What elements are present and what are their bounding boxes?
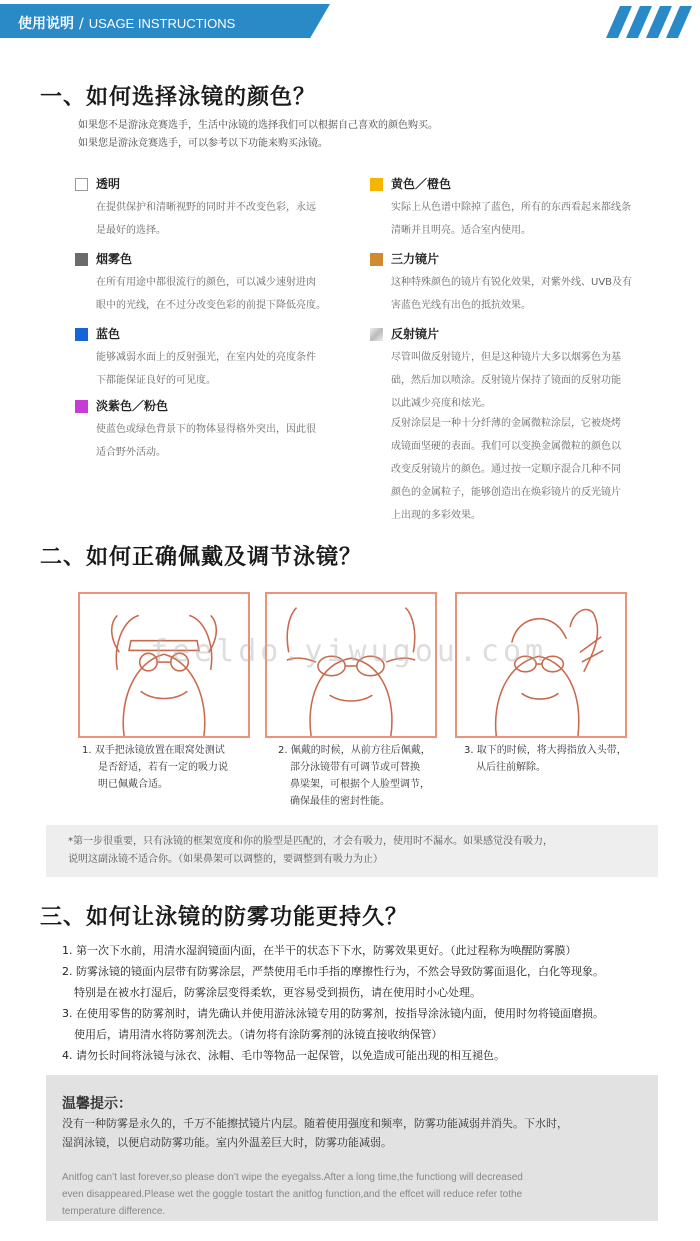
color-description (391, 346, 659, 415)
note-line: *第一步很重要，只有泳镜的框架宽度和你的脸型是匹配的，才会有吸力，使用时不漏水。如果感觉没有吸力， (68, 836, 553, 847)
color-name: 黄色／橙色 (391, 177, 452, 191)
header-title-en: USAGE INSTRUCTIONS (88, 16, 236, 31)
intro-line: 如果您不是游泳竞赛选手，生活中泳镜的选择我们可以根据自己喜欢的颜色购买。 (78, 120, 438, 131)
amber-swatch-icon (370, 253, 383, 266)
desc-line: 尽管叫做反射镜片，但是这种镜片大多以烟雾色为基 (391, 352, 621, 363)
desc-line: 反射涂层是一种十分纤薄的金属微粒涂层，它被烧烤 (391, 418, 621, 429)
caption-line: 是否舒适，若有一定的吸力说 (98, 762, 228, 773)
color-description (391, 271, 659, 317)
color-name: 反射镜片 (391, 327, 440, 341)
tips-line: even disappeared.Please wet the goggle tostart the anitfog function,and the effcet will reduce refer tothe (62, 1189, 523, 1200)
caption-line: 1. 双手把泳镜放置在眼窝处测试 (82, 745, 225, 756)
header-separator: / (79, 16, 84, 32)
desc-line: 在提供保护和清晰视野的同时并不改变色彩，永远 (96, 202, 316, 213)
mirror-swatch-icon (370, 328, 383, 341)
smoke-swatch-icon (75, 253, 88, 266)
desc-line: 害蓝色光线有出色的抵抗效果。 (391, 300, 531, 311)
desc-line: 下都能保证良好的可见度。 (96, 375, 216, 386)
list-item: 使用后，请用清水将防雾剂洗去。（请勿将有涂防雾剂的泳镜直接收纳保管） (74, 1028, 443, 1041)
tips-line: 没有一种防雾是永久的，千万不能擦拭镜片内层。随着使用强度和频率，防雾功能减弱并消失。下水时， (62, 1117, 568, 1130)
section1-title: 一、如何选择泳镜的颜色？ (40, 85, 317, 110)
step-caption-2 (278, 742, 431, 810)
intro-line: 如果您是游泳竞赛选手，可以参考以下功能来购买泳镜。 (78, 138, 328, 149)
section2-title: 二、如何正确佩戴及调节泳镜？ (40, 545, 363, 570)
header-bar (0, 0, 700, 44)
color-name: 三力镜片 (391, 252, 440, 266)
section1-intro (78, 117, 438, 153)
desc-line: 是最好的选择。 (96, 225, 166, 236)
color-description (96, 271, 364, 317)
color-description-extra (391, 412, 659, 527)
fitting-note (46, 825, 658, 877)
desc-line: 适合野外活动。 (96, 447, 166, 458)
desc-line: 改变反射镜片的颜色。通过按一定顺序混合几种不同 (391, 464, 621, 475)
color-description (96, 418, 364, 464)
desc-line: 这种特殊颜色的镜片有锐化效果，对紫外线、UVB及有 (391, 277, 633, 288)
color-description (391, 196, 659, 242)
desc-line: 使蓝色或绿色背景下的物体显得格外突出，因此很 (96, 424, 316, 435)
desc-line: 成镜面坚硬的表面。我们可以变换金属微粒的颜色以 (391, 441, 621, 452)
blue-swatch-icon (75, 328, 88, 341)
tips-line: Anitfog can’t last forever,so please don’t wipe the eyegalss.After a long time,the functiong will decreased (62, 1172, 523, 1183)
caption-line: 部分泳镜带有可调节或可替换 (290, 762, 420, 773)
tips-title: 温馨提示： (62, 1096, 132, 1112)
yellow-swatch-icon (370, 178, 383, 191)
antifog-list (62, 940, 604, 1066)
header-stripes-decoration (606, 6, 694, 38)
note-line: 说明这副泳镜不适合你。（如果鼻架可以调整的，要调整到有吸力为止） (68, 854, 383, 865)
tips-line: temperature difference. (62, 1206, 166, 1217)
list-item: 1. 第一次下水前，用清水湿润镜面内面，在半干的状态下下水，防雾效果更好。（此过程称为唤醒防雾膜） (62, 944, 577, 957)
tips-box (46, 1075, 658, 1221)
list-item: 2. 防雾泳镜的镜面内层带有防雾涂层，严禁使用毛巾手指的摩擦性行为，不然会导致防雾面退化，白化等现象。 (62, 965, 604, 978)
desc-line: 眼中的光线，在不过分改变色彩的前提下降低亮度。 (96, 300, 326, 311)
desc-line: 础，然后加以喷涂。反射镜片保持了镜面的反射功能 (391, 375, 621, 386)
clear-swatch-icon (75, 178, 88, 191)
desc-line: 颜色的金属粒子，能够创造出在焕彩镜片的反光镜片 (391, 487, 621, 498)
pink-swatch-icon (75, 400, 88, 413)
section3-title: 三、如何让泳镜的防雾功能更持久？ (40, 905, 409, 930)
list-item: 4. 请勿长时间将泳镜与泳衣、泳帽、毛巾等物品一起保管，以免造成可能出现的相互褪色。 (62, 1049, 505, 1062)
color-name: 蓝色 (96, 327, 121, 341)
caption-line: 鼻梁架，可根据个人脸型调节， (290, 779, 430, 790)
desc-line: 实际上从色谱中除掉了蓝色，所有的东西看起来都线条 (391, 202, 631, 213)
header-title (18, 13, 235, 33)
desc-line: 在所有用途中都很流行的颜色，可以减少速射进肉 (96, 277, 316, 288)
caption-line: 3. 取下的时候，将大拇指放入头带， (464, 745, 627, 756)
desc-line: 上出现的多彩效果。 (391, 510, 481, 521)
watermark: feeldo.yiwugou.com (150, 634, 548, 669)
desc-line: 清晰并且明亮。适合室内使用。 (391, 225, 531, 236)
desc-line: 以此减少亮度和炫光。 (391, 398, 491, 409)
color-name: 烟雾色 (96, 252, 133, 266)
color-name: 淡紫色／粉色 (96, 399, 169, 413)
list-item: 3. 在使用零售的防雾剂时，请先确认并使用游泳泳镜专用的防雾剂，按指导涂泳镜内面，使用时勿将镜面磨损。 (62, 1007, 604, 1020)
caption-line: 明已佩戴合适。 (98, 779, 168, 790)
color-name: 透明 (96, 177, 121, 191)
color-description (96, 196, 364, 242)
desc-line: 能够减弱水面上的反射强光，在室内处的亮度条件 (96, 352, 316, 363)
caption-line: 确保最佳的密封性能。 (290, 796, 390, 807)
color-description (96, 346, 364, 392)
list-item: 特别是在被水打湿后，防雾涂层变得柔软，更容易受到损伤，请在使用时小心处理。 (74, 986, 481, 999)
tips-line: 湿润泳镜，以便启动防雾功能。室内外温差巨大时，防雾功能减弱。 (62, 1136, 392, 1149)
tips-en (62, 1169, 642, 1220)
header-title-cn: 使用说明 (18, 16, 74, 32)
caption-line: 2. 佩戴的时候，从前方往后佩戴， (278, 745, 431, 756)
caption-line: 从后往前解除。 (476, 762, 546, 773)
tips-cn (62, 1114, 647, 1152)
step-caption-3 (464, 742, 627, 776)
step-caption-1 (82, 742, 228, 793)
